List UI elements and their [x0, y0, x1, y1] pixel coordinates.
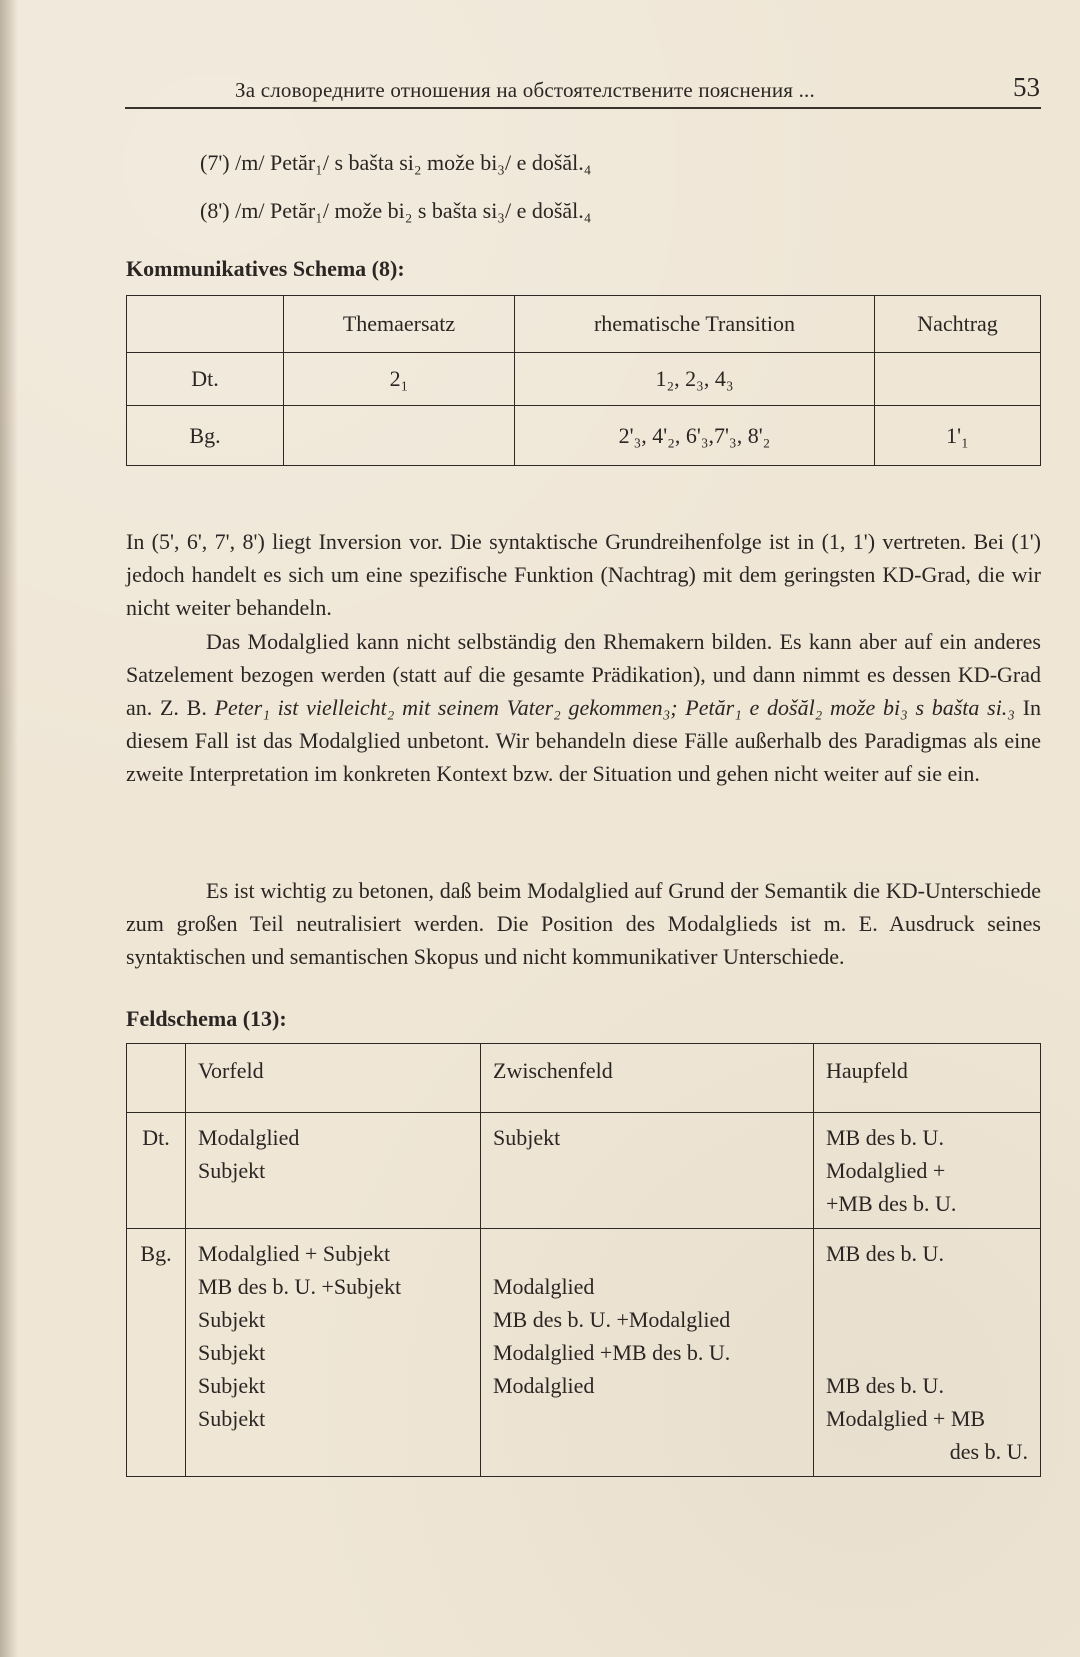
field-line: Subjekt [198, 1373, 266, 1398]
communicative-schema-heading: Kommunikatives Schema (8): [126, 256, 405, 281]
schema-header-empty [127, 296, 284, 353]
schema-row-bg [127, 406, 1041, 466]
field-line: Modalglied + Subjekt [198, 1241, 391, 1266]
example-7-prime: (7') /m/ Petăr₁/ s bašta si₂ može bi₃/ e došăl.₄ [200, 150, 592, 175]
paragraph-inversion: In (5', 6', 7', 8') liegt Inversion vor. Die syntaktische Grundreihenfolge ist in (1, 1') vertreten. Bei (1') jedoch handelt es sich um eine spezifische Funktion (Nachtrag) mit dem geringsten KD-Grad, die wir nicht weiter behandeln. [126, 529, 1041, 620]
field-cell-dt-vorfeld [186, 1113, 481, 1229]
field-line [493, 1237, 801, 1270]
field-header-zwischenfeld: Zwischenfeld [481, 1044, 814, 1113]
field-line: MB des b. U. +Modalglied [493, 1307, 731, 1332]
field-line: +MB des b. U. [826, 1191, 957, 1216]
field-schema-table [126, 1043, 1041, 1477]
field-line [826, 1303, 1028, 1336]
paragraph-modalglied-example: Peter₁ ist vielleicht₂ mit seinem Vater₂ gekommen₃; Petăr₁ e došăl₂ može bi₃ s bašta si.₃ [214, 695, 1015, 720]
field-line: MB des b. U. [826, 1373, 944, 1398]
field-line: Subjekt [198, 1340, 266, 1365]
field-line [826, 1336, 1028, 1369]
field-line: MB des b. U. +Subjekt [198, 1274, 402, 1299]
paragraph-modalglied-text-a: Das Modalglied kann nicht selbständig den Rhemakern bilden. Es kann aber auf ein anderes Satzelement bezogen werden (statt auf die gesamte Prädikation), und dann nimmt es dessen KD-Grad an. Z. B. [126, 629, 1041, 720]
field-line: Subjekt [198, 1307, 266, 1332]
paragraph-neutralisation: Es ist wichtig zu betonen, daß beim Modalglied auf Grund der Semantik die KD-Unterschiede zum großen Teil neutralisiert werden. Die Position des Modalglieds ist m. E. Ausdruck seines syntaktischen und semantischen Skopus und nicht kommunikativer Unterschiede. [126, 878, 1041, 969]
header-rule [125, 107, 1041, 109]
schema-cell [284, 406, 515, 466]
schema-header-rhematische-transition: rhematische Transition [515, 296, 875, 353]
schema-header-nachtrag: Nachtrag [875, 296, 1041, 353]
field-row-label: Dt. [127, 1113, 186, 1229]
field-line: MB des b. U. [826, 1241, 944, 1266]
field-line: Subjekt [198, 1406, 266, 1431]
field-cell-bg-haupfeld [814, 1229, 1041, 1477]
schema-header-row [127, 296, 1041, 353]
page-number: 53 [1013, 72, 1040, 102]
field-cell-bg-vorfeld [186, 1229, 481, 1477]
field-row-bg [127, 1229, 1041, 1477]
paragraph-modalglied [126, 625, 1041, 790]
book-spine-shadow [0, 0, 18, 1657]
field-line: Subjekt [198, 1158, 266, 1183]
communicative-schema-table [126, 295, 1041, 466]
field-line: Subjekt [493, 1125, 561, 1150]
schema-cell: 2'₃, 4'₂, 6'₃,7'₃, 8'₂ [515, 406, 875, 466]
field-line: MB des b. U. [826, 1125, 944, 1150]
schema-row-label: Dt. [127, 353, 284, 406]
field-header-row [127, 1044, 1041, 1113]
field-cell-dt-zwischenfeld [481, 1113, 814, 1229]
schema-cell: 1'₁ [875, 406, 1041, 466]
example-8-prime: (8') /m/ Petăr₁/ može bi₂ s bašta si₃/ e došăl.₄ [200, 198, 592, 223]
field-row-label: Bg. [127, 1229, 186, 1477]
field-row-dt [127, 1113, 1041, 1229]
field-line: Modalglied + MB [826, 1406, 986, 1431]
schema-cell: 1₂, 2₃, 4₃ [515, 353, 875, 406]
schema-row-dt [127, 353, 1041, 406]
field-header-vorfeld: Vorfeld [186, 1044, 481, 1113]
field-line: Modalglied [493, 1373, 595, 1398]
field-cell-dt-haupfeld [814, 1113, 1041, 1229]
field-line [493, 1402, 801, 1435]
field-schema-heading: Feldschema (13): [126, 1006, 287, 1031]
field-cell-bg-zwischenfeld [481, 1229, 814, 1477]
field-line: des b. U. [949, 1439, 1028, 1464]
field-line [826, 1270, 1028, 1303]
schema-cell [875, 353, 1041, 406]
schema-cell: 2₁ [284, 353, 515, 406]
field-line: Modalglied [493, 1274, 595, 1299]
field-header-empty [127, 1044, 186, 1113]
paragraph-modalglied-text-b: In diesem Fall ist das Modalglied unbetont. Wir behandeln diese Fälle außerhalb des Paradigmas als eine zweite Interpretation im konkreten Kontext bzw. der Situation und gehen nicht weiter auf sie ein. [126, 695, 1042, 786]
running-header-title: За словоредните отношения на обстоятелствените пояснения ... [235, 78, 815, 102]
field-line: Modalglied +MB des b. U. [493, 1340, 731, 1365]
field-line: Modalglied [198, 1125, 300, 1150]
running-header [125, 70, 1040, 106]
schema-header-themaersatz: Themaersatz [284, 296, 515, 353]
schema-row-label: Bg. [127, 406, 284, 466]
field-line: Modalglied + [826, 1158, 946, 1183]
field-header-haupfeld: Haupfeld [814, 1044, 1041, 1113]
